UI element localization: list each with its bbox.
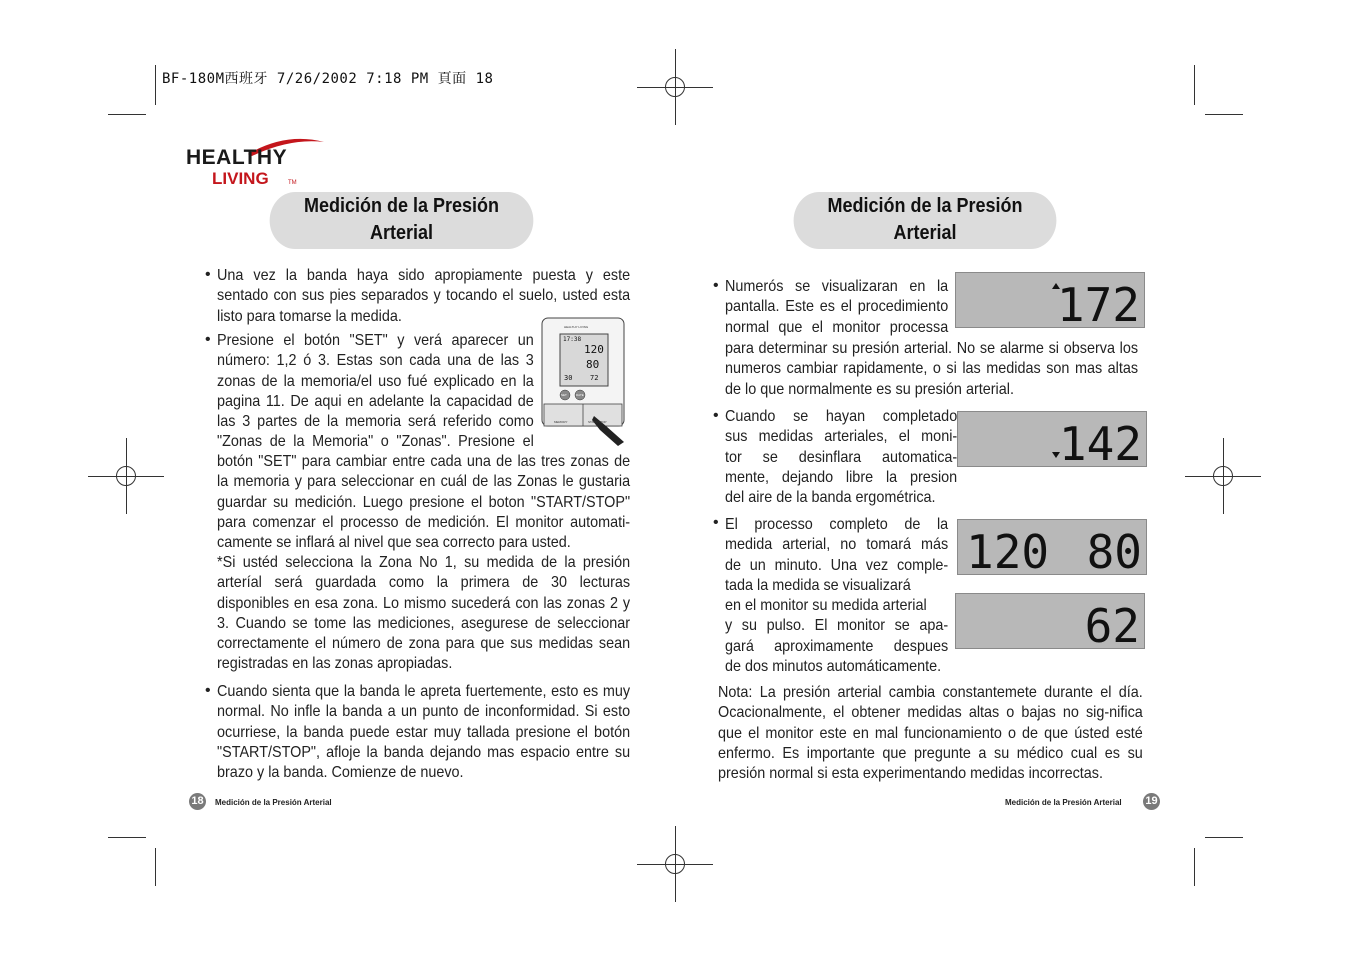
left-b2-line: número: 1,2 ó 3. Estas son cada una de las 3: [217, 352, 534, 370]
bullet-marker: •: [205, 266, 211, 283]
note-text: La presión arterial cambia constantemete durante el día. Ocacionalmente, el obtener medidas altas o bajas no sig-nifica que el monitor este en mal funcionamiento o de que ústed esté enfermo. Es importante que pregunte a su médico cual es su presión normal si esta experimentando medidas incorrectas.: [718, 684, 1143, 783]
monitor-set-label: SET: [561, 393, 567, 397]
crop-mark: [1194, 848, 1195, 886]
right-bullet-2-wrap: [725, 407, 957, 508]
monitor-time: 17:38: [563, 336, 582, 343]
monitor-start-label: START/STOP: [588, 420, 607, 424]
registration-mark: [637, 826, 713, 902]
right-title-line2: Arterial: [893, 222, 957, 244]
lcd-pulse: 62: [1084, 599, 1140, 650]
healthy-living-logo: [186, 136, 326, 192]
print-slug: BF-180M西班牙 7/26/2002 7:18 PM 頁面 18: [162, 71, 494, 87]
lcd-reading-172: 172: [1056, 278, 1140, 329]
right-note: [718, 683, 1143, 784]
monitor-brand: HEALTHY LIVING: [564, 325, 589, 329]
left-footer: Medición de la Presión Arterial: [215, 798, 332, 807]
left-b2-line: Presione el botón "SET" y verá aparecer un: [217, 332, 534, 349]
right-b2-line: mente, dejando libre la presion: [725, 468, 958, 486]
right-bullet-1-rest: para determinar su presión arterial. No se alarme si observa los numeros cambiar rapidamente, o si las medidas son mas altas de lo que normalmente es su presión arterial.: [725, 340, 1139, 398]
registration-mark: [1185, 438, 1261, 514]
left-bullet-1: Una vez la banda haya sido apropiamente puesta y este sentado con sus pies separados y tocando el suelo, usted esta listo para tomarse la medida.: [217, 267, 631, 325]
crop-mark: [155, 65, 156, 105]
right-b2-line: sus medidas arteriales, el moni-: [725, 428, 958, 446]
logo-tm: TM: [288, 180, 297, 186]
monitor-pulse: 72: [590, 374, 599, 382]
right-b1-line: normal que el monitor processa: [725, 318, 949, 336]
bullet-marker: •: [205, 331, 211, 348]
crop-mark: [155, 848, 156, 886]
crop-mark: [1205, 837, 1243, 838]
right-b3-line: tada la medida se visualizará: [725, 576, 911, 594]
bullet-marker: •: [713, 277, 719, 294]
monitor-sys: 120: [584, 343, 604, 356]
right-bullet-3-wrap: [725, 515, 948, 677]
left-b2-line: pagina 11. De aqui en adelante la capacidad de: [217, 392, 534, 410]
lcd-display-deflating: [957, 411, 1147, 467]
bullet-marker: •: [713, 514, 719, 531]
lcd-reading-142: 142: [1058, 417, 1142, 468]
note-label: Nota:: [718, 684, 753, 701]
right-page-title: [794, 192, 1057, 249]
right-b3-line: El processo completo de la: [725, 516, 949, 533]
registration-mark: [88, 438, 164, 514]
monitor-memory-label: MEMORY: [554, 420, 568, 424]
left-bullet-2-rest: botón "SET" para cambiar entre cada una de las tres zonas de la memoria y para seleccionar en cuál de las Zonas le gustaria guardar su medición. Luego presione el boton "START/STOP" para comenzar el processo de medición. El monitor automati-camente se inflará al nivel que sea correcto para usted.: [217, 453, 631, 552]
crop-mark: [1194, 65, 1195, 105]
lcd-systolic: 120: [966, 525, 1050, 576]
left-title-line2: Arterial: [369, 222, 434, 244]
bullet-marker: •: [205, 682, 211, 699]
right-title-line1: Medición de la Presión: [827, 195, 1023, 217]
right-b3-line: medida arterial, no tomará más: [725, 536, 949, 554]
left-page-number: 18: [189, 793, 206, 810]
bullet-marker: •: [713, 407, 719, 424]
right-b1-line: pantalla. Este es el procedimiento: [725, 298, 949, 316]
left-title-line1: Medición de la Presión: [303, 195, 500, 217]
monitor-dia: 80: [586, 358, 600, 371]
left-note: *Si ustéd selecciona la Zona No 1, su medida de la presión arteríal será guardada como la primera de 30 lecturas disponibles en esa zona. Lo mismo sucederá con las zonas 2 y 3. Cuando se tome las mediciones, asegurese de seleccionar correctamente el número de zona para que sus medidas sean registradas en las zonas apropiadas.: [217, 554, 631, 673]
right-b3-line: y su pulso. El monitor se apa-: [725, 617, 949, 635]
right-b3-line: gará aproximamente despues: [725, 637, 949, 655]
monitor-memory: 30: [564, 374, 573, 382]
crop-mark: [108, 114, 146, 115]
blood-pressure-monitor-illustration: [540, 316, 626, 446]
left-bullet-2-wrap: [217, 331, 534, 453]
right-b2-line: Cuando se hayan completado: [725, 408, 958, 425]
lcd-display-pulse: [955, 593, 1145, 649]
right-bullet-1-wrap: [725, 277, 948, 338]
right-b2-line: tor se desinflara automatica-: [725, 448, 958, 466]
right-b3-line: de un minuto. Una vez comple-: [725, 556, 949, 574]
crop-mark: [108, 837, 146, 838]
monitor-date-label: DATE: [576, 393, 584, 397]
right-footer: Medición de la Presión Arterial: [1005, 798, 1122, 807]
lcd-diastolic: 80: [1086, 525, 1142, 576]
right-b1-line: Numerós se visualizaran en la: [725, 278, 949, 295]
logo-living: LIVING: [212, 169, 269, 188]
left-b2-line: zonas de la memoria/el uso fué explicado en la: [217, 372, 534, 390]
right-b3-line: en el monitor su medida arterial: [725, 597, 927, 615]
right-b3-line: de dos minutos automáticamente.: [725, 658, 942, 676]
crop-mark: [1205, 114, 1243, 115]
left-bullet-3: Cuando sienta que la banda le apreta fuertemente, esto es muy normal. No infle la banda a un punto de inconformidad. Si esto ocurriese, la banda puede estar muy tallada presione el botón "START/STOP", afloje la banda dejando mas espacio entre su brazo y la banda. Comienze de nuevo.: [217, 683, 631, 782]
left-page-title: [270, 192, 534, 249]
logo-healthy: HEALTHY: [186, 146, 288, 169]
left-b2-line: "Zonas de la Memoria" o "Zonas". Presione el: [217, 433, 534, 451]
right-page-number: 19: [1143, 793, 1160, 810]
right-b2-line: del aire de la banda ergométrica.: [725, 489, 936, 507]
left-b2-line: las 3 partes de la memoria será referido como: [217, 413, 534, 431]
lcd-display-result: [957, 519, 1147, 575]
registration-mark: [637, 49, 713, 125]
lcd-display-inflating: [955, 272, 1145, 328]
